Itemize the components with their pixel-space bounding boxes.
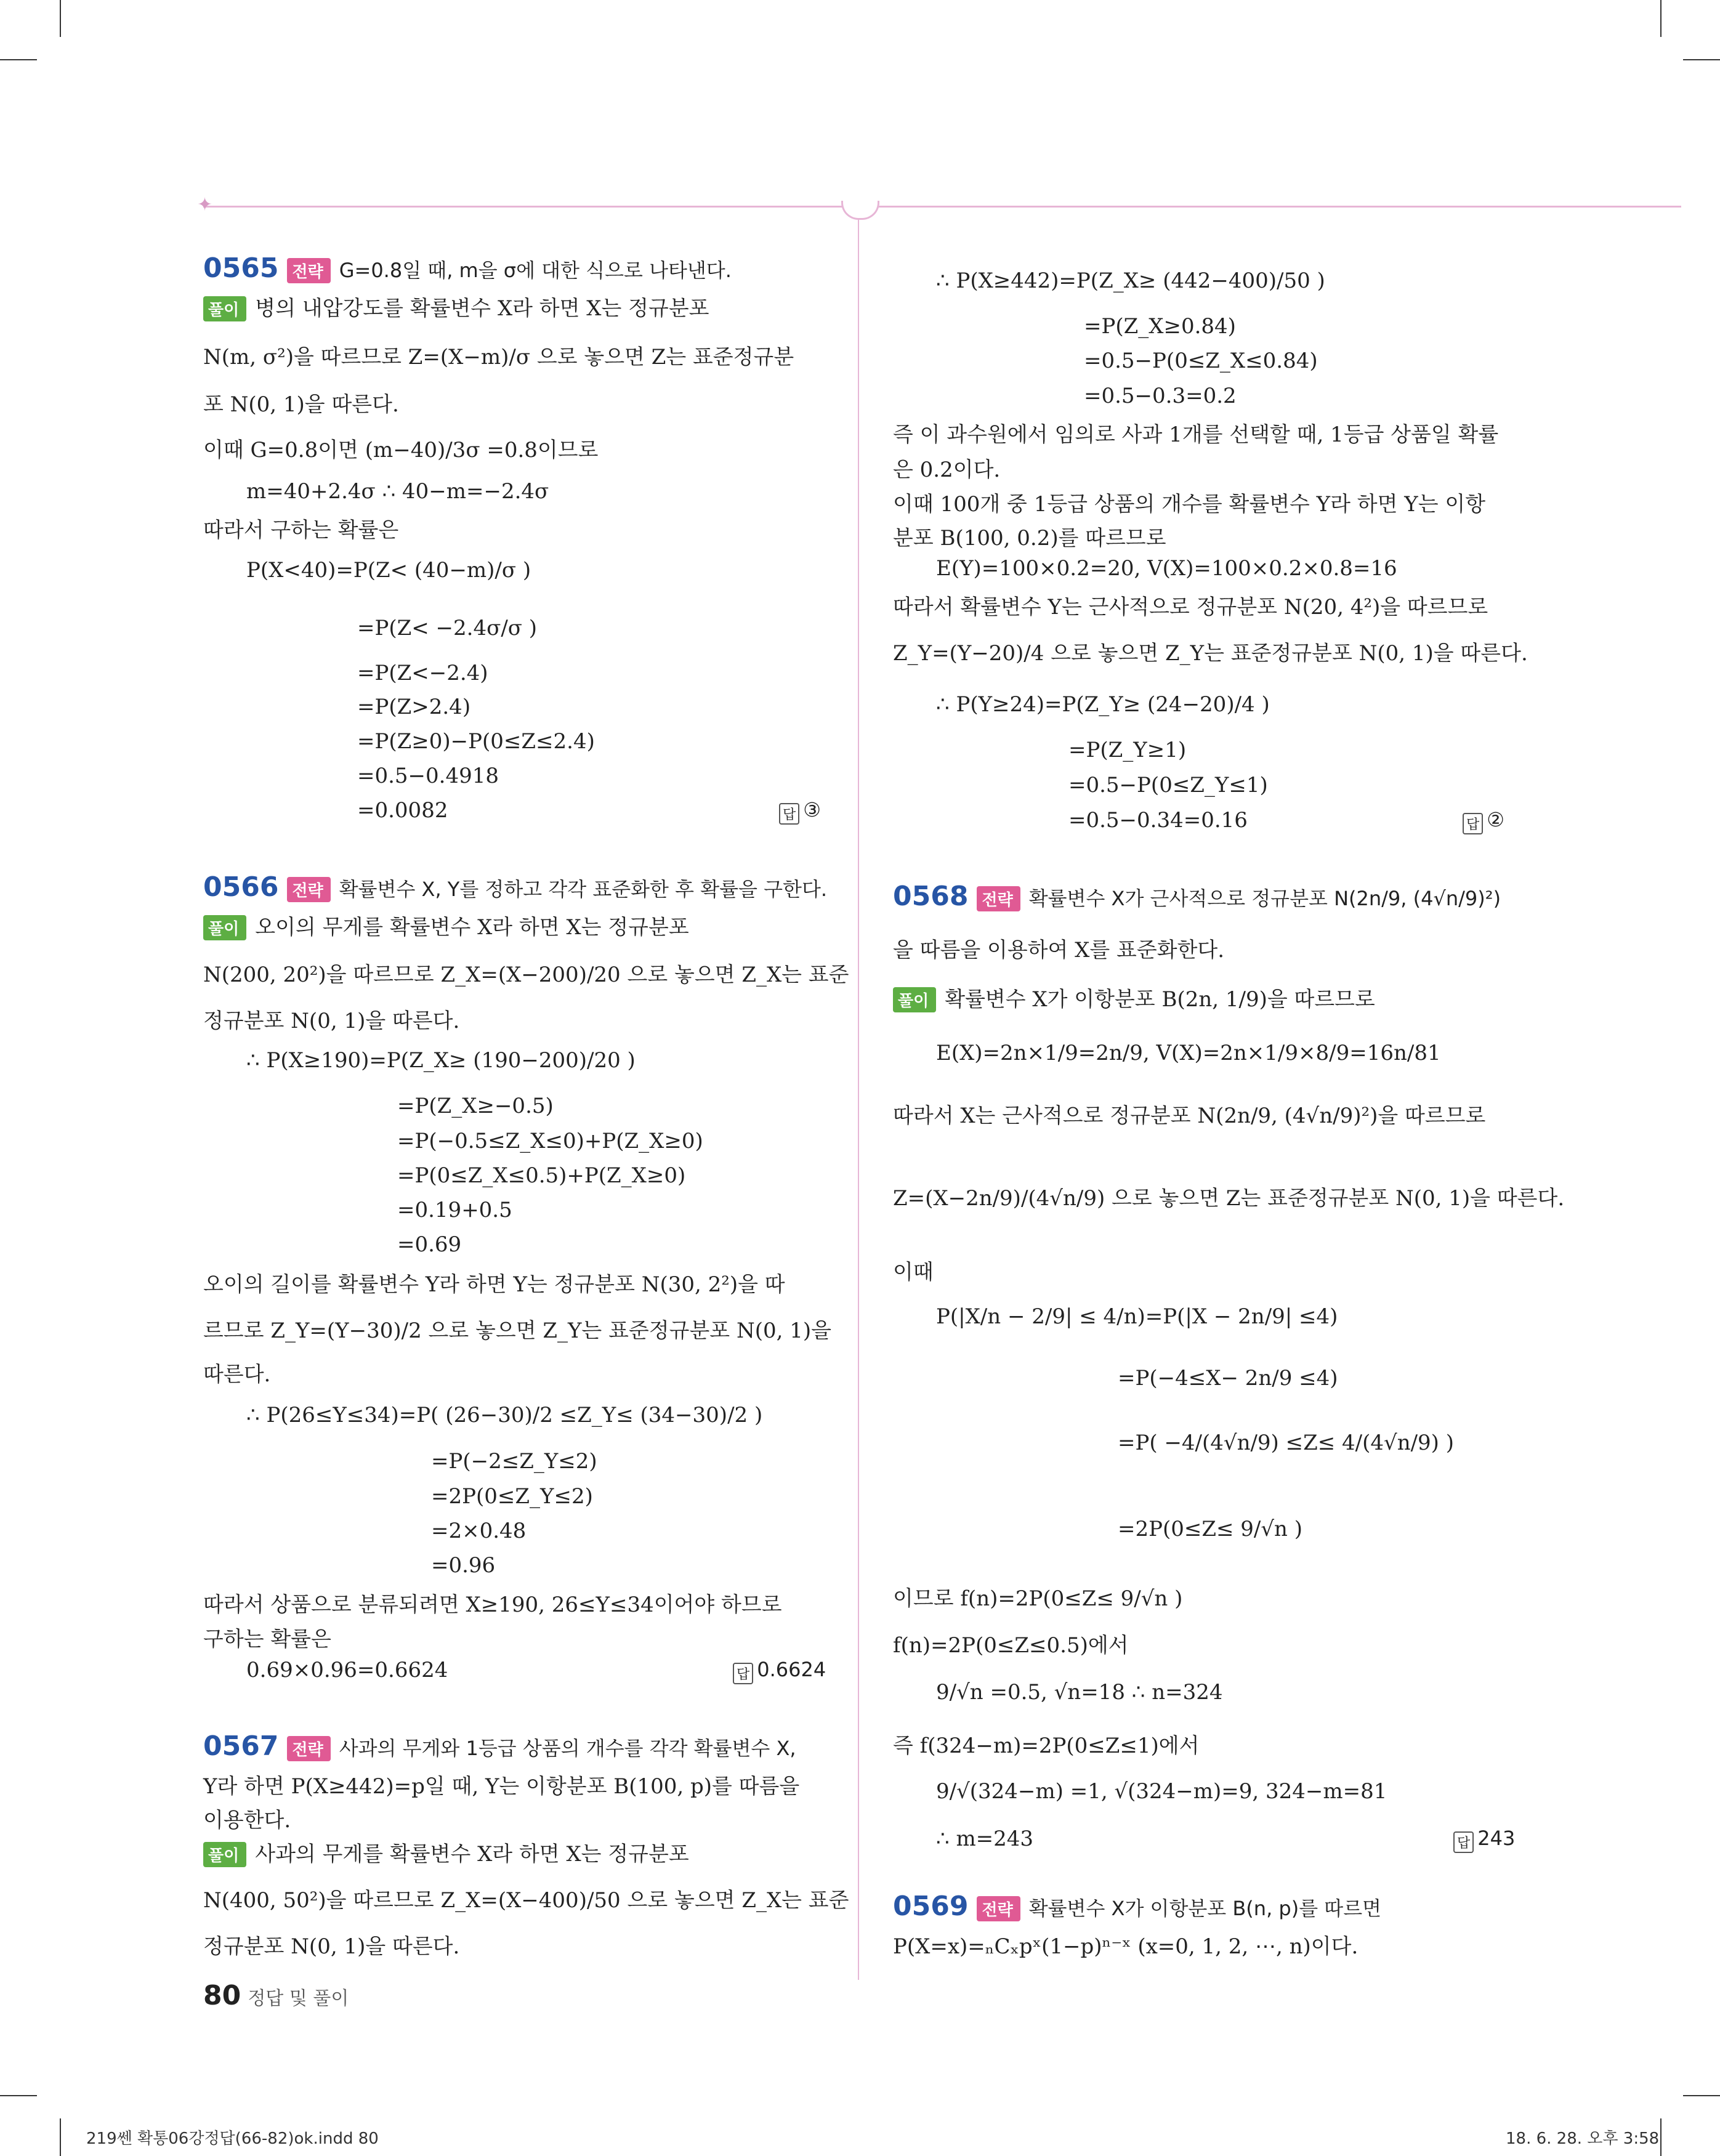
problem-number: 0567: [203, 1730, 279, 1762]
crop-mark: [1683, 2095, 1720, 2096]
answer: [733, 1658, 826, 1684]
text-line: ∴ P(26≤Y≤34)=P( (26−30)/2 ≤Z_Y≤ (34−30)/2 ): [246, 1403, 763, 1427]
text-line: P(X<40)=P(Z< (40−m)/σ ): [246, 558, 531, 583]
solution-text: 오이의 무게를 확률변수 X라 하면 X는 정규분포: [255, 915, 689, 940]
text-line: =P(−2≤Z_Y≤2): [431, 1449, 597, 1474]
problem-heading: [203, 1730, 796, 1762]
solution-text: 확률변수 X가 이항분포 B(2n, 1/9)을 따르므로: [945, 987, 1375, 1012]
text-line: =0.0082: [357, 798, 448, 823]
crop-mark: [60, 0, 61, 37]
text-line: =P(Z< −2.4σ/σ ): [357, 616, 538, 640]
page-footer: [203, 1980, 349, 2011]
text-line: Z_Y=(Y−20)/4 으로 놓으면 Z_Y는 표준정규분포 N(0, 1)을 따른다.: [893, 641, 1528, 666]
solution-text: 병의 내압강도를 확률변수 X라 하면 X는 정규분포: [255, 296, 709, 321]
text-line: 을 따름을 이용하여 X를 표준화한다.: [893, 938, 1225, 963]
text-line: =P(Z≥0)−P(0≤Z≤2.4): [357, 729, 595, 754]
text-line: Z=(X−2n/9)/(4√n/9) 으로 놓으면 Z는 표준정규분포 N(0, 1)을 따른다.: [893, 1186, 1565, 1211]
text-line: 따른다.: [203, 1362, 271, 1387]
answer-value: 0.6624: [757, 1658, 826, 1681]
text-line: =P(0≤Z_X≤0.5)+P(Z_X≥0): [397, 1163, 686, 1188]
column-divider-notch: [841, 201, 879, 220]
column-divider: [858, 212, 859, 1980]
solution-text: 사과의 무게를 확률변수 X라 하면 X는 정규분포: [255, 1842, 689, 1867]
text-line: 즉 이 과수원에서 임의로 사과 1개를 선택할 때, 1등급 상품일 확률: [893, 422, 1499, 447]
text-line: 구하는 확률은: [203, 1627, 331, 1652]
text-line: m=40+2.4σ ∴ 40−m=−2.4σ: [246, 479, 549, 504]
text-line: =P(Z>2.4): [357, 695, 471, 719]
text-line: f(n)=2P(0≤Z≤0.5)에서: [893, 1633, 1129, 1658]
text-line: =2×0.48: [431, 1519, 527, 1543]
text-line: =0.5−0.34=0.16: [1068, 808, 1248, 833]
text-line: =0.69: [397, 1232, 462, 1257]
slug-date: 18. 6. 28. 오후 3:58: [1506, 2130, 1660, 2148]
crop-mark: [1660, 2118, 1661, 2156]
text-line: Y라 하면 P(X≥442)=p일 때, Y는 이항분포 B(100, p)를 따름을: [203, 1774, 800, 1799]
text-line: 정규분포 N(0, 1)을 따른다.: [203, 1009, 460, 1033]
text-line: =P(Z_Y≥1): [1068, 738, 1187, 762]
answer: [1453, 1827, 1515, 1853]
text-line: =2P(0≤Z_Y≤2): [431, 1484, 593, 1509]
problem-heading: [203, 252, 732, 284]
text-line: 즉 f(324−m)=2P(0≤Z≤1)에서: [893, 1734, 1200, 1758]
text-line: 이때: [893, 1260, 934, 1285]
solution-line: [203, 291, 709, 321]
text-line: E(Y)=100×0.2=20, V(X)=100×0.2×0.8=16: [936, 556, 1397, 581]
strategy-text: 사과의 무게와 1등급 상품의 개수를 각각 확률변수 X,: [339, 1737, 796, 1760]
star-icon: ✦: [197, 194, 213, 216]
problem-number: 0568: [893, 881, 969, 912]
text-line: 이므로 f(n)=2P(0≤Z≤ 9/√n ): [893, 1586, 1183, 1611]
strategy-text: 확률변수 X가 근사적으로 정규분포 N(2n/9, (4√n/9)²): [1028, 887, 1501, 910]
footer-label: 정답 및 풀이: [248, 1988, 349, 2009]
text-line: ∴ P(X≥190)=P(Z_X≥ (190−200)/20 ): [246, 1048, 636, 1073]
crop-mark: [1683, 59, 1720, 60]
strategy-tag: 전략: [287, 258, 330, 283]
solution-tag: 풀이: [203, 296, 246, 321]
text-line: 이때 100개 중 1등급 상품의 개수를 확률변수 Y라 하면 Y는 이항: [893, 492, 1486, 517]
text-line: 분포 B(100, 0.2)를 따르므로: [893, 526, 1166, 551]
answer-icon: 답: [1463, 813, 1483, 834]
crop-mark: [1660, 0, 1661, 37]
text-line: N(400, 50²)을 따르므로 Z_X=(X−400)/50 으로 놓으면 Z_X는 표준: [203, 1888, 849, 1913]
problem-number: 0566: [203, 871, 279, 903]
problem-number: 0565: [203, 252, 279, 284]
answer-value: ②: [1487, 808, 1504, 831]
strategy-text: 확률변수 X, Y를 정하고 각각 표준화한 후 확률을 구한다.: [339, 878, 828, 901]
text-line: 9/√(324−m) =1, √(324−m)=9, 324−m=81: [936, 1779, 1387, 1804]
crop-mark: [0, 2095, 37, 2096]
page-number: 80: [203, 1980, 241, 2011]
text-line: 르므로 Z_Y=(Y−30)/2 으로 놓으면 Z_Y는 표준정규분포 N(0, 1)을: [203, 1318, 831, 1343]
problem-number: 0569: [893, 1891, 969, 1922]
text-line: =0.96: [431, 1553, 496, 1578]
text-line: =0.5−P(0≤Z_X≤0.84): [1084, 349, 1318, 373]
crop-mark: [0, 59, 37, 60]
text-line: =0.5−0.4918: [357, 764, 499, 788]
text-line: =P(Z_X≥−0.5): [397, 1094, 554, 1118]
text-line: 정규분포 N(0, 1)을 따른다.: [203, 1934, 460, 1959]
text-line: E(X)=2n×1/9=2n/9, V(X)=2n×1/9×8/9=16n/81: [936, 1041, 1441, 1065]
text-line: 9/√n =0.5, √n=18 ∴ n=324: [936, 1680, 1223, 1705]
text-line: ∴ P(Y≥24)=P(Z_Y≥ (24−20)/4 ): [936, 692, 1270, 717]
problem-heading: [203, 871, 827, 903]
solution-tag: 풀이: [203, 1842, 246, 1867]
solution-tag: 풀이: [893, 987, 936, 1012]
text-line: =P(Z<−2.4): [357, 661, 488, 685]
text-line: 이때 G=0.8이면 (m−40)/3σ =0.8이므로: [203, 438, 599, 462]
text-line: P(|X/n − 2/9| ≤ 4/n)=P(|X − 2n/9| ≤4): [936, 1304, 1338, 1329]
problem-heading: [893, 1891, 1381, 1922]
text-line: 따라서 X는 근사적으로 정규분포 N(2n/9, (4√n/9)²)을 따르므로: [893, 1104, 1486, 1128]
text-line: P(X=x)=ₙCₓpˣ(1−p)ⁿ⁻ˣ (x=0, 1, 2, ⋯, n)이다.: [893, 1934, 1359, 1959]
answer-value: 243: [1477, 1827, 1516, 1850]
strategy-text: G=0.8일 때, m을 σ에 대한 식으로 나타낸다.: [339, 259, 732, 282]
text-line: ∴ m=243: [936, 1827, 1034, 1851]
text-line: 따라서 구하는 확률은: [203, 518, 399, 543]
answer: [1463, 808, 1504, 834]
answer-icon: 답: [733, 1663, 753, 1684]
text-line: 따라서 확률변수 Y는 근사적으로 정규분포 N(20, 4²)을 따르므로: [893, 595, 1488, 620]
text-line: 포 N(0, 1)을 따른다.: [203, 392, 399, 417]
strategy-tag: 전략: [287, 1736, 330, 1761]
text-line: =0.5−0.3=0.2: [1084, 384, 1237, 408]
text-line: =P(−4≤X− 2n/9 ≤4): [1118, 1366, 1338, 1391]
text-line: 이용한다.: [203, 1808, 291, 1833]
text-line: 오이의 길이를 확률변수 Y라 하면 Y는 정규분포 N(30, 2²)을 따: [203, 1272, 785, 1297]
answer-value: ③: [803, 798, 821, 822]
text-line: =2P(0≤Z≤ 9/√n ): [1118, 1517, 1303, 1541]
strategy-text: 확률변수 X가 이항분포 B(n, p)를 따르면: [1028, 1897, 1382, 1920]
text-line: =P( −4/(4√n/9) ≤Z≤ 4/(4√n/9) ): [1118, 1431, 1455, 1455]
answer-icon: 답: [1453, 1831, 1474, 1853]
solution-line: [203, 910, 689, 940]
text-line: N(m, σ²)을 따르므로 Z=(X−m)/σ 으로 놓으면 Z는 표준정규분: [203, 345, 794, 369]
text-line: ∴ P(X≥442)=P(Z_X≥ (442−400)/50 ): [936, 268, 1325, 293]
text-line: =P(Z_X≥0.84): [1084, 314, 1236, 339]
strategy-tag: 전략: [287, 877, 330, 902]
text-line: =0.5−P(0≤Z_Y≤1): [1068, 773, 1268, 797]
problem-heading: [893, 881, 1501, 912]
answer-icon: 답: [779, 803, 799, 825]
answer: [779, 798, 821, 825]
text-line: =0.19+0.5: [397, 1198, 512, 1222]
solution-line: [203, 1837, 689, 1867]
text-line: 따라서 상품으로 분류되려면 X≥190, 26≤Y≤34이어야 하므로: [203, 1593, 782, 1617]
text-line: =P(−0.5≤Z_X≤0)+P(Z_X≥0): [397, 1129, 703, 1153]
header-rule: [203, 206, 1681, 208]
text-line: 은 0.2이다.: [893, 458, 1001, 482]
solution-tag: 풀이: [203, 915, 246, 940]
slug-file: 219쎈 확통06강정답(66-82)ok.indd 80: [86, 2130, 379, 2148]
strategy-tag: 전략: [977, 886, 1020, 911]
text-line: 0.69×0.96=0.6624: [246, 1658, 448, 1682]
crop-mark: [60, 2118, 61, 2156]
solution-line: [893, 982, 1375, 1012]
strategy-tag: 전략: [977, 1896, 1020, 1921]
text-line: N(200, 20²)을 따르므로 Z_X=(X−200)/20 으로 놓으면 Z_X는 표준: [203, 963, 849, 987]
